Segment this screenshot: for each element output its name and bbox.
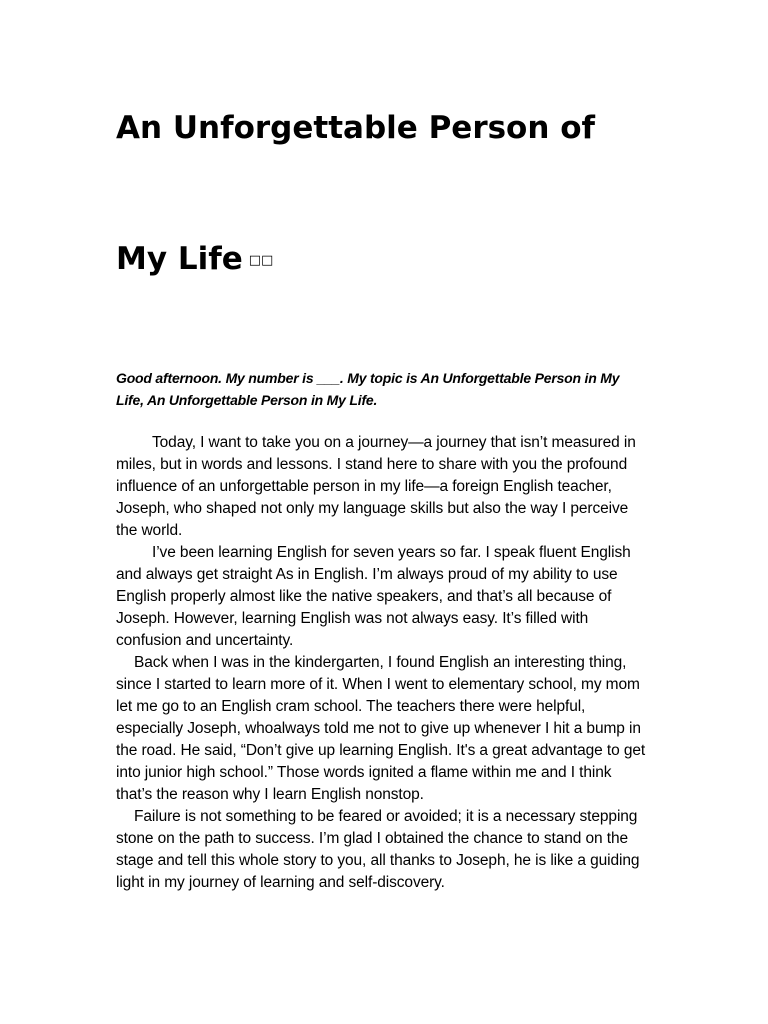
- intro-paragraph: Good afternoon. My number is ___. My topic is An Unforgettable Person in My Life, An Unforgettable Person in My Life.: [116, 370, 620, 408]
- paragraph-1: Today, I want to take you on a journey—a journey that isn’t measured in miles, but in words and lessons. I stand here to share with you the profound influence of an unforgettable person in my life—a foreign English teacher, Joseph, who shaped not only my language skills but also the way I perceive the world.: [116, 434, 636, 539]
- document-title-line-1: [116, 108, 595, 148]
- paragraph-2: I’ve been learning English for seven years so far. I speak fluent English and always get straight As in English. I’m always proud of my ability to use English properly almost like the native speakers, and that’s all because of Joseph. However, learning English was not always easy. It’s filled with confusion and uncertainty.: [116, 544, 631, 649]
- paragraph-3: Back when I was in the kindergarten, I found English an interesting thing, since I started to learn more of it. When I went to elementary school, my mom let me go to an English cram school. The teachers there were helpful, especially Joseph, whoalways told me not to give up whenever I hit a bump in the road. He said, “Don’t give up learning English. It's a great advantage to get into junior high school.” Those words ignited a flame within me and I think that’s the reason why I learn English nonstop.: [116, 654, 646, 803]
- paragraph-4: Failure is not something to be feared or avoided; it is a necessary stepping stone on the path to success. I’m glad I obtained the chance to stand on the stage and tell this whole story to you, all thanks to Joseph, he is like a guiding light in my journey of learning and self-discovery.: [116, 808, 640, 891]
- title-text-1: An Unforgettable Person of: [116, 110, 596, 146]
- title-text-2: My Life: [116, 241, 243, 277]
- essay-body: [116, 432, 651, 894]
- document-title-line-2: [116, 239, 273, 281]
- missing-glyph-icon: □□: [248, 252, 274, 268]
